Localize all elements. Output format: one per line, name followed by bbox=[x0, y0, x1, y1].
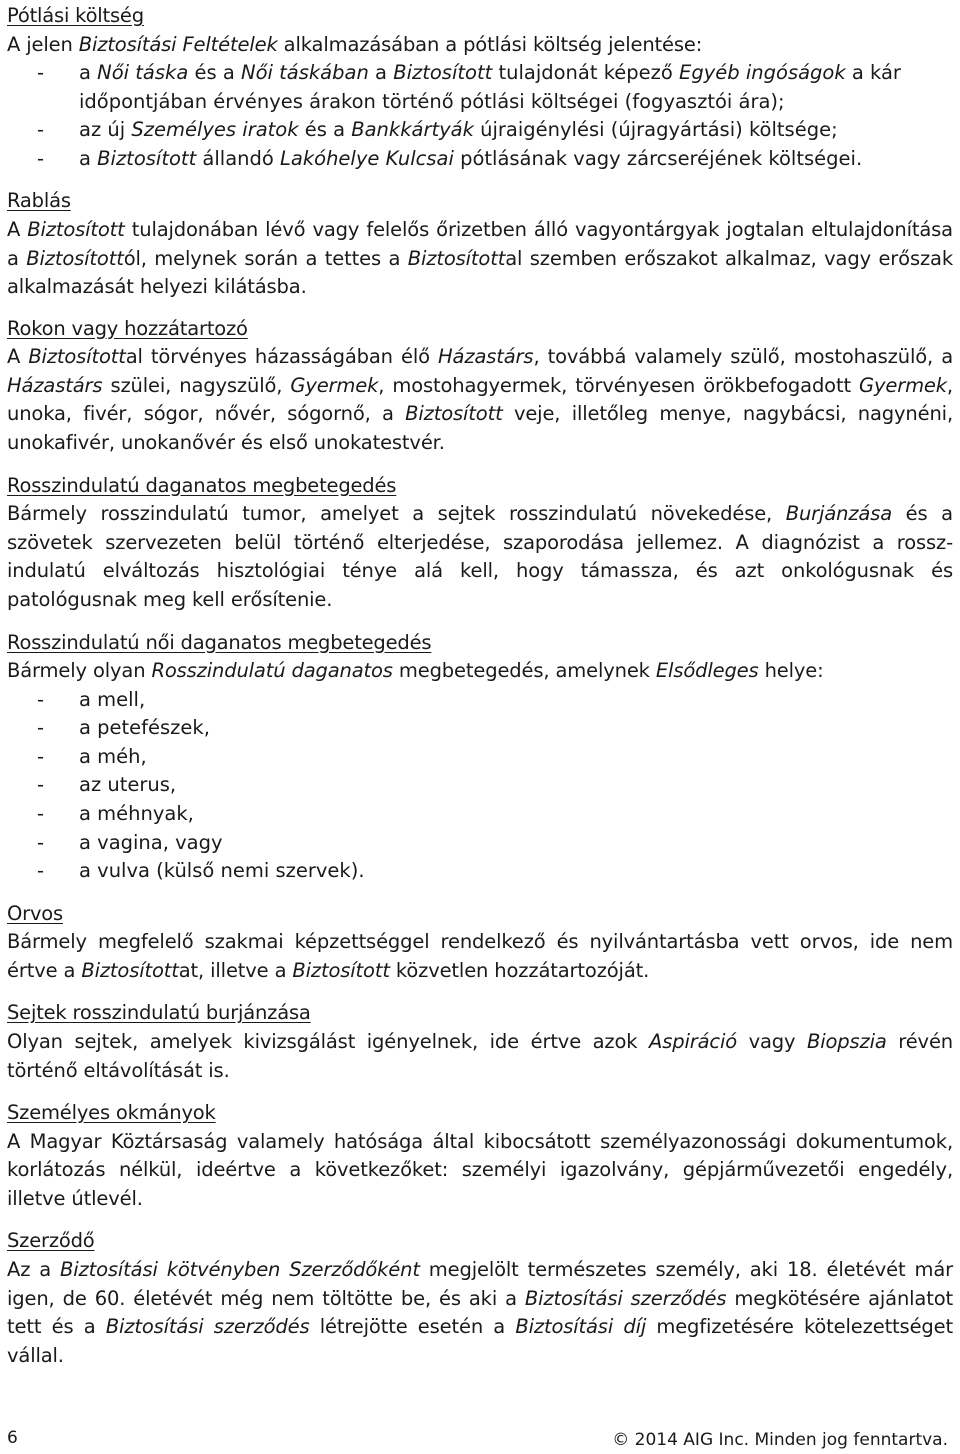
emphasized-term: Biztosított bbox=[407, 246, 506, 270]
emphasized-term: Biztosított bbox=[27, 217, 125, 241]
section-orvos bbox=[7, 900, 953, 986]
emphasized-term: Biopszia bbox=[807, 1029, 887, 1053]
list-item: - a Biztosított állandó Lakóhelye Kulcsai pótlásának vagy zárcseréjének költségei. bbox=[37, 145, 953, 174]
section-szerzodo bbox=[7, 1227, 953, 1370]
emphasized-term: Női táska bbox=[97, 61, 189, 85]
emphasized-term: Rosszindulatú daganatos bbox=[151, 659, 393, 682]
heading-burjanzas: Sejtek rosszindulatú burjánzása bbox=[7, 1001, 311, 1025]
list-item: - az uterus, bbox=[37, 771, 953, 800]
list-noi-daganat bbox=[7, 686, 953, 886]
emphasized-term: Személyes iratok bbox=[131, 118, 299, 142]
emphasized-term: Burjánzása bbox=[785, 502, 893, 526]
emphasized-term: Biztosítási Feltételek bbox=[78, 32, 278, 56]
heading-daganat: Rosszindulatú daganatos megbetegedés bbox=[7, 473, 397, 497]
emphasized-term: Biztosított bbox=[405, 402, 503, 426]
emphasized-term: Elsődleges bbox=[655, 659, 759, 682]
emphasized-term: Lakóhelye Kulcsai bbox=[280, 146, 454, 170]
heading-okmanyok: Személyes okmányok bbox=[7, 1101, 216, 1125]
emphasized-term: Biztosítási szerződés bbox=[105, 1315, 310, 1339]
emphasized-term: Biztosítási kötvényben Szerződőként bbox=[60, 1257, 420, 1281]
emphasized-term: Gyermek bbox=[290, 373, 379, 397]
heading-potlasi-koltseg: Pótlási költség bbox=[7, 4, 144, 27]
emphasized-term: Aspiráció bbox=[649, 1029, 738, 1053]
heading-szerzodo: Szerződő bbox=[7, 1229, 95, 1253]
list-item: - a méh, bbox=[37, 743, 953, 772]
section-okmanyok bbox=[7, 1099, 953, 1213]
paragraph-okmanyok: A Magyar Köztársaság valamely hatósága által kibocsátott személyazonossági dokumentumok, korlátozás nélkül, ideértve a következőket: személyi igazolvány, gépjárművezetői engedély, illetve útlevél. bbox=[7, 1129, 953, 1210]
paragraph-rablas: A Biztosított tulajdonában lévő vagy felelős őrizetben álló vagyontárgyak jogtalan eltulajdonítása a Biztosítottól, melynek során a tettes a Biztosítottal szemben erőszakot alkalmaz, vagy erőszak alkalmazását helyezi kilátásba. bbox=[7, 217, 953, 299]
section-potlasi-koltseg bbox=[7, 2, 953, 173]
paragraph-daganat: Bármely rosszindulatú tumor, amelyet a sejtek rosszindulatú növekedése, Burjánzása és a szövetek szervezeten belül történő elterjedése, szaporodása jellemez. A diagnózist a rossz- indulatú elváltozás hisztológiai ténye alá kell, hogy támassza, és azt onkológusnak és patológusnak meg kell erősítenie. bbox=[7, 502, 953, 611]
heading-orvos: Orvos bbox=[7, 901, 63, 925]
emphasized-term: Egyéb ingóságok bbox=[679, 61, 846, 85]
page-number: 6 bbox=[7, 1428, 18, 1448]
section-rablas bbox=[7, 187, 953, 301]
section-daganat bbox=[7, 472, 953, 615]
paragraph-szerzodo: Az a Biztosítási kötvényben Szerződőként megjelölt természetes személy, aki 18. életévét már igen, de 60. életévét még nem töltötte be, és aki a Biztosítási szerződés megkötésére ajánlatot tett és a Biztosítási szerződés létrejötte esetén a Biztosítási díj megfizetésére kötelezettséget vállal. bbox=[7, 1257, 954, 1367]
copyright-notice: © 2014 AIG Inc. Minden jog fenntartva. bbox=[612, 1430, 948, 1450]
paragraph-noi-daganat-intro: Bármely olyan Rosszindulatú daganatos megbetegedés, amelynek Elsődleges helye: bbox=[7, 659, 824, 682]
list-item: - a vulva (külső nemi szervek). bbox=[37, 857, 953, 886]
paragraph-potlasi-intro: A jelen Biztosítási Feltételek alkalmazásában a pótlási költség jelentése: bbox=[7, 32, 703, 56]
section-noi-daganat bbox=[7, 629, 953, 886]
page-footer bbox=[0, 1424, 960, 1454]
list-item: - a méhnyak, bbox=[37, 800, 953, 829]
emphasized-term: Női táskában bbox=[241, 61, 369, 85]
heading-noi-daganat: Rosszindulatú női daganatos megbetegedés bbox=[7, 630, 432, 654]
list-potlasi bbox=[7, 59, 953, 173]
heading-rablas: Rablás bbox=[7, 189, 71, 213]
list-item: - a petefészek, bbox=[37, 714, 953, 743]
emphasized-term: Biztosított bbox=[292, 958, 390, 982]
list-item: - az új Személyes iratok és a Bankkártyák újraigénylési (újragyártási) költsége; bbox=[37, 116, 953, 145]
list-item: - a mell, bbox=[37, 686, 953, 715]
emphasized-term: Biztosított bbox=[26, 246, 124, 270]
emphasized-term: Biztosítási díj bbox=[515, 1315, 647, 1339]
section-rokon bbox=[7, 315, 953, 458]
emphasized-term: Bankkártyák bbox=[351, 118, 474, 142]
list-item: - a vagina, vagy bbox=[37, 829, 953, 858]
emphasized-term: Biztosítási szerződés bbox=[524, 1286, 727, 1310]
heading-rokon: Rokon vagy hozzátartozó bbox=[7, 316, 248, 340]
emphasized-term: Biztosított bbox=[97, 146, 197, 170]
emphasized-term: Biztosított bbox=[393, 61, 493, 85]
emphasized-term: Biztosított bbox=[81, 958, 179, 982]
paragraph-orvos: Bármely megfelelő szakmai képzettséggel rendelkező és nyilvántartásba vett orvos, ide nem értve a Biztosítottat, illetve a Biztosított közvetlen hozzátartozóját. bbox=[7, 930, 953, 982]
section-burjanzas bbox=[7, 999, 953, 1085]
emphasized-term: Házastárs bbox=[438, 345, 534, 369]
emphasized-term: Házastárs bbox=[7, 373, 103, 397]
paragraph-rokon: A Biztosítottal törvényes házasságában élő Házastárs, továbbá valamely szülő, mostohaszülő, a Házastárs szülei, nagyszülő, Gyermek, mostohagyermek, törvényesen örökbefogadott Gyermek, unoka, fivér, sógor, nővér, sógornő, a Biztosított veje, illetőleg menye, nagybácsi, nagynéni, unokafivér, unokanővér és első unokatestvér. bbox=[7, 345, 953, 455]
emphasized-term: Biztosított bbox=[28, 345, 126, 369]
paragraph-burjanzas: Olyan sejtek, amelyek kivizsgálást igényelnek, ide értve azok Aspiráció vagy Biopszia révén történő eltávolítását is. bbox=[7, 1029, 954, 1082]
emphasized-term: Gyermek bbox=[859, 373, 947, 397]
list-item: - a Női táska és a Női táskában a Biztosított tulajdonát képező Egyéb ingóságok a kár időpontjában érvényes árakon történő pótlási költségei (fogyasztói ára); bbox=[37, 59, 953, 116]
